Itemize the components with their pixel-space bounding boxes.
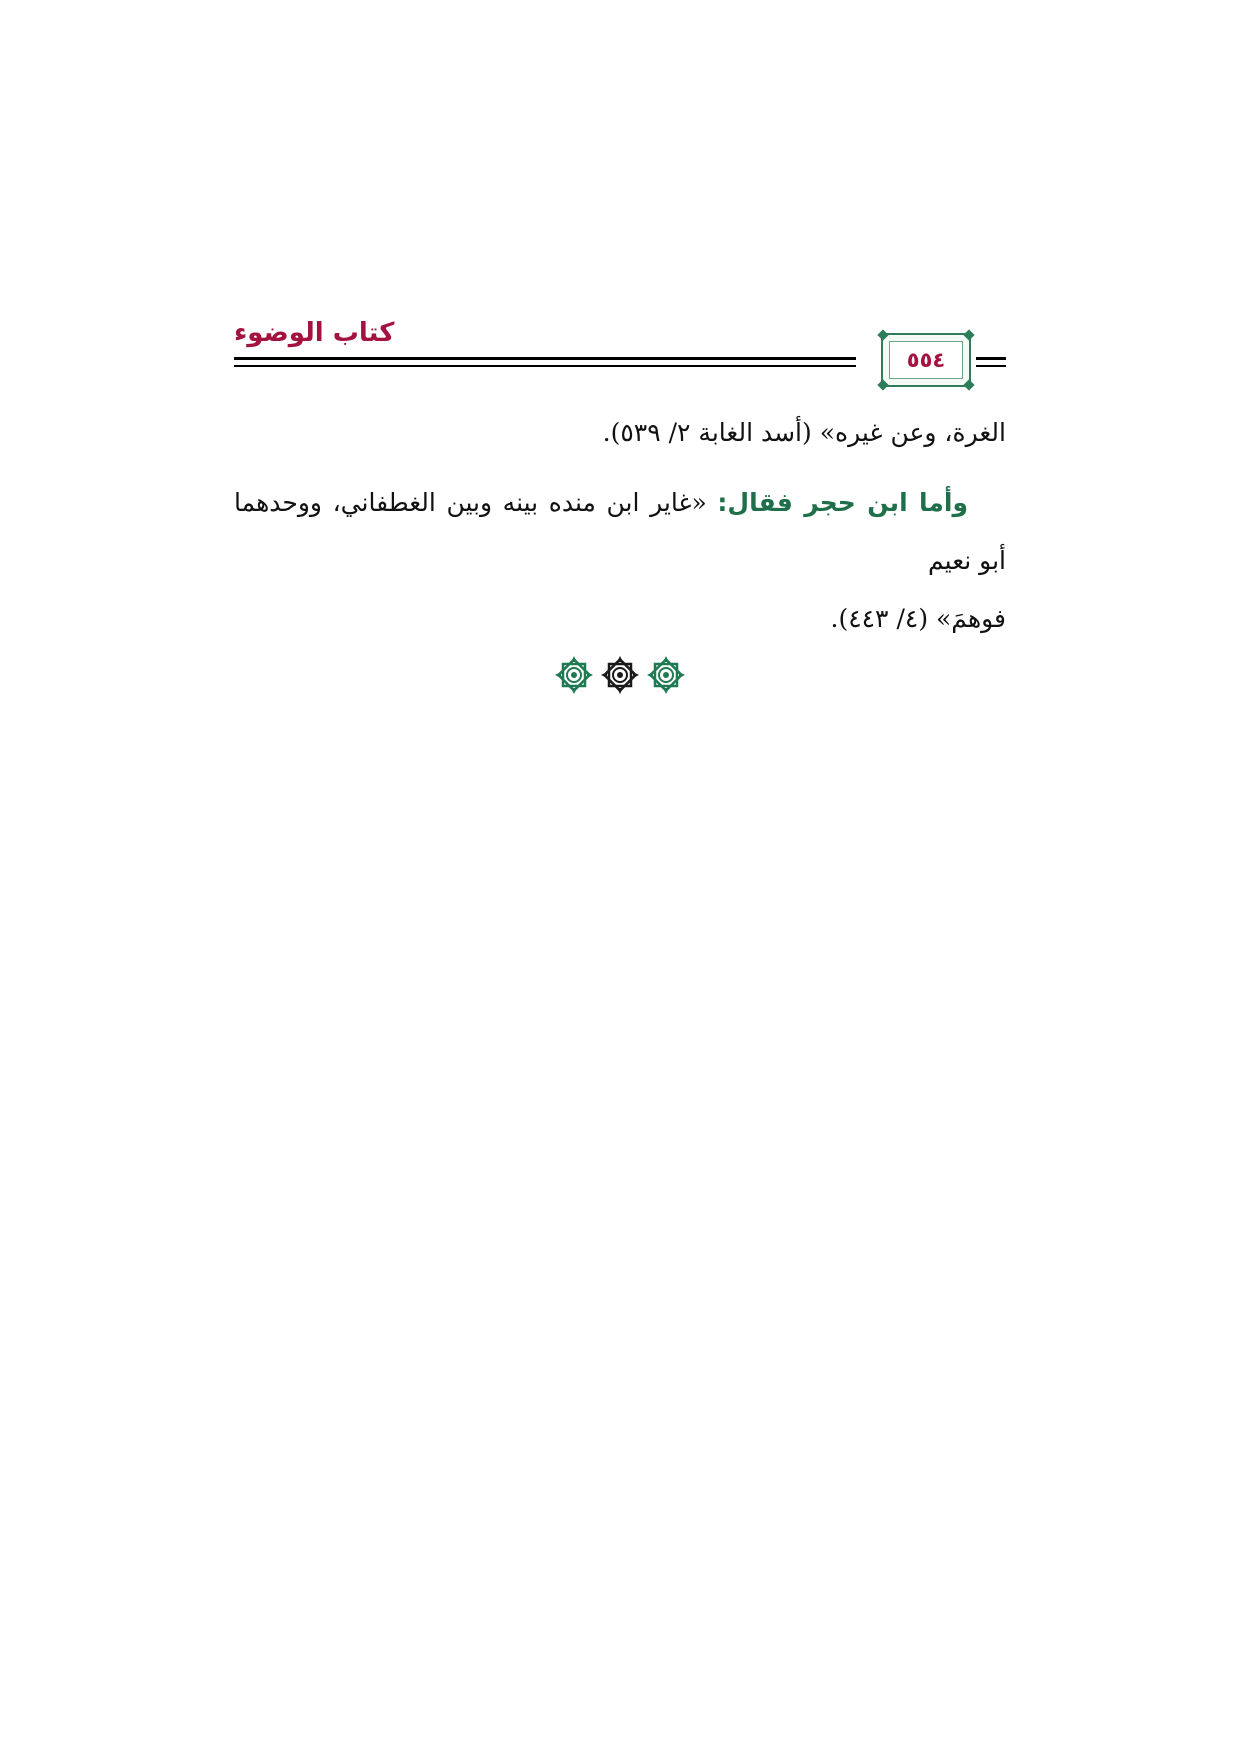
header-rule-top	[234, 357, 856, 360]
quote-last-line: فوهمَ» (٤/ ٤٤٣).	[830, 604, 1006, 633]
flower-ornament-icon-svg	[600, 655, 640, 695]
header-rule-short-bottom	[976, 365, 1006, 367]
frame-corner-ornament	[963, 329, 974, 340]
chapter-title: كتاب الوضوء	[234, 318, 395, 348]
frame-corner-ornament	[877, 329, 888, 340]
ornament-flower-black-icon	[600, 655, 640, 695]
section-end-ornaments	[554, 653, 686, 697]
header-rule-short-top	[976, 357, 1006, 360]
flower-ornament-icon-svg	[646, 655, 686, 695]
paragraph-2	[234, 474, 1006, 648]
flower-ornament-icon-svg	[554, 655, 594, 695]
paragraph-1: الغرة، وعن غيره» (أسد الغابة ٢/ ٥٣٩).	[602, 418, 1006, 447]
quote-text: «غاير ابن منده بينه وبين الغطفاني، ووحدهما أبو نعيم	[234, 488, 1006, 575]
ornament-flower-green-icon	[646, 655, 686, 695]
page-number-box	[889, 341, 963, 379]
speaker-label: وأما ابن حجر فقال:	[717, 488, 968, 517]
header-rule-bottom	[234, 365, 856, 367]
frame-corner-ornament	[963, 379, 974, 390]
page-number: ٥٥٤	[906, 347, 946, 372]
ornament-flower-green-icon	[554, 655, 594, 695]
page-number-frame	[881, 333, 971, 387]
frame-corner-ornament	[877, 379, 888, 390]
